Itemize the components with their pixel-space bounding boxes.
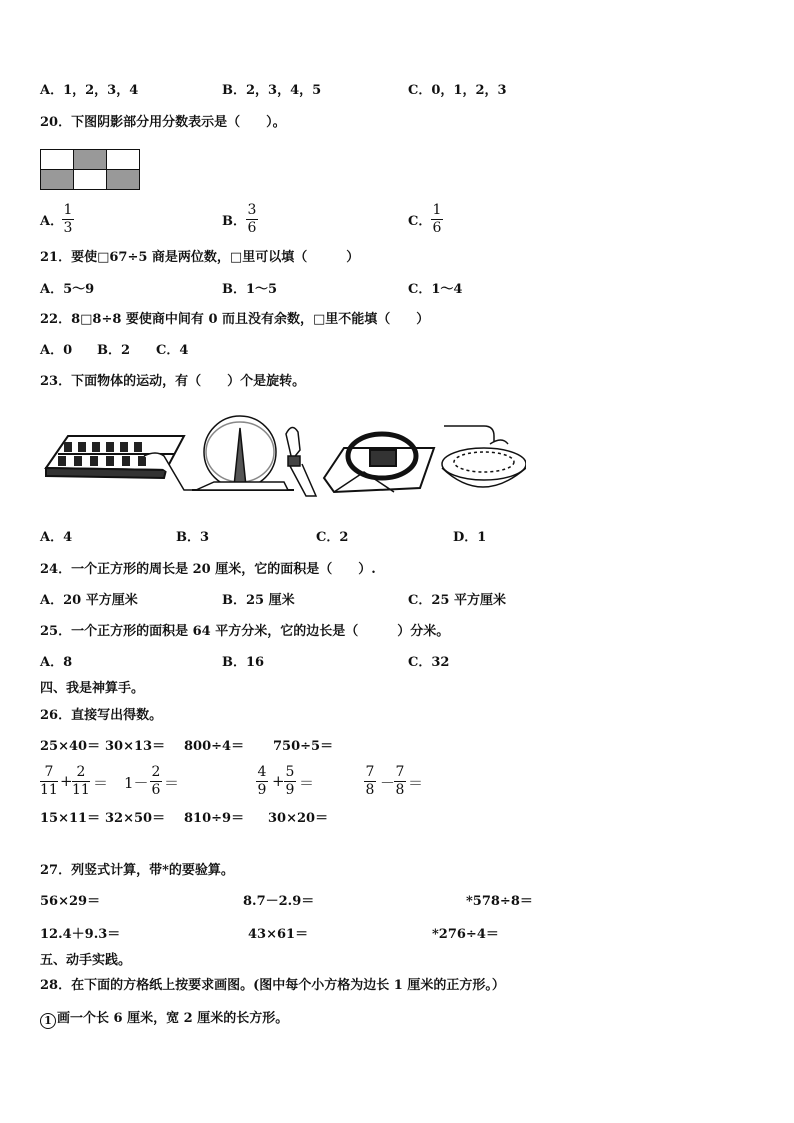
denominator: 11 — [72, 782, 90, 798]
q22-option-c: C．4 — [156, 343, 189, 358]
q26-question: 26．直接写出得数。 — [40, 708, 163, 723]
numerator: 2 — [76, 764, 86, 780]
q20-question: 20．下图阴影部分用分数表示是（ ）。 — [40, 115, 286, 130]
grid-cell-shaded — [74, 150, 107, 170]
plus-sign: + — [272, 772, 285, 790]
q25-option-a: A．8 — [40, 655, 73, 670]
equals-sign: ＝ — [93, 774, 109, 792]
denominator: 11 — [40, 782, 58, 798]
denominator: 6 — [432, 220, 442, 236]
q24-option-c: C．25 平方厘米 — [408, 593, 506, 608]
numerator: 3 — [247, 202, 257, 218]
q26-fraction-7-8 — [364, 765, 376, 798]
q21-option-b: B．1～5 — [222, 282, 278, 297]
q21-option-c: C．1～4 — [408, 282, 463, 297]
denominator: 9 — [285, 782, 295, 798]
grid-cell — [74, 170, 107, 190]
numerator: 1 — [63, 202, 73, 218]
q20-option-b-fraction — [246, 203, 258, 236]
one-minus: 1－ — [124, 774, 149, 792]
q20-option-a-fraction — [62, 203, 74, 236]
q26-item: 32×50＝ — [105, 811, 166, 826]
numerator: 1 — [432, 202, 442, 218]
q24-question: 24．一个正方形的周长是 20 厘米，它的面积是（ ）. — [40, 562, 376, 577]
q19-option-b: B．2，3，4，5 — [222, 83, 322, 98]
q25-question: 25．一个正方形的面积是 64 平方分米，它的边长是（ ）分米。 — [40, 624, 450, 639]
grid-cell — [41, 150, 74, 170]
abacus-picture — [46, 436, 194, 490]
numerator: 7 — [44, 764, 54, 780]
equals-sign: ＝ — [164, 774, 180, 792]
q27-item: 12.4＋9.3＝ — [40, 927, 121, 942]
q22-option-b: B．2 — [97, 343, 131, 358]
q26-item: 15×11＝ — [40, 811, 101, 826]
equals-sign: ＝ — [299, 774, 315, 792]
q26-item: 810÷9＝ — [184, 811, 245, 826]
denominator: 8 — [365, 782, 375, 798]
q26-item: 30×20＝ — [268, 811, 329, 826]
q27-item: 56×29＝ — [40, 894, 101, 909]
q27-item: *578÷8＝ — [466, 894, 533, 909]
q26-fraction-2-11 — [72, 765, 90, 798]
q22-question: 22．8□8÷8 要使商中间有 0 而且没有余数，□里不能填（ ） — [40, 312, 430, 327]
q26-item: 800÷4＝ — [184, 739, 245, 754]
grid-cell — [107, 150, 140, 170]
numerator: 7 — [395, 764, 405, 780]
q22-option-a: A．0 — [40, 343, 73, 358]
q28-sub-item-text: 画一个长 6 厘米，宽 2 厘米的长方形。 — [57, 1011, 289, 1026]
denominator: 6 — [151, 782, 161, 798]
q23-question: 23．下面物体的运动，有（ ）个是旋转。 — [40, 374, 306, 389]
grid-cell-shaded — [107, 170, 140, 190]
faucet-picture — [442, 426, 526, 487]
section-5-heading: 五、动手实践。 — [40, 953, 132, 968]
q20-option-c-label: C． — [408, 214, 432, 229]
q23-option-c: C．2 — [316, 530, 349, 545]
q26-item: 750÷5＝ — [273, 739, 334, 754]
numerator: 4 — [257, 764, 267, 780]
q28-sub-item-1 — [40, 1010, 288, 1029]
steering-wheel-picture — [324, 434, 434, 492]
numerator: 2 — [151, 764, 161, 780]
q26-fraction-2-6 — [150, 765, 162, 798]
globe-picture — [192, 416, 294, 490]
q27-item: 43×61＝ — [248, 927, 309, 942]
q23-option-b: B．3 — [176, 530, 210, 545]
q21-question: 21．要使□67÷5 商是两位数，□里可以填（ ） — [40, 250, 360, 265]
q19-option-c: C．0，1，2，3 — [408, 83, 507, 98]
q27-question: 27．列竖式计算，带*的要验算。 — [40, 863, 234, 878]
q25-option-c: C．32 — [408, 655, 450, 670]
q23-option-d: D．1 — [453, 530, 487, 545]
q26-fraction-4-9 — [256, 765, 268, 798]
numerator: 5 — [285, 764, 295, 780]
q20-option-b-label: B． — [222, 214, 246, 229]
q28-question: 28．在下面的方格纸上按要求画图。(图中每个小方格为边长 1 厘米的正方形。） — [40, 978, 505, 993]
equals-sign: ＝ — [408, 774, 424, 792]
q20-shaded-grid — [40, 149, 140, 190]
section-4-heading: 四、我是神算手。 — [40, 681, 145, 696]
denominator: 3 — [63, 220, 73, 236]
plus-sign: + — [60, 772, 73, 790]
q26-fraction-5-9 — [284, 765, 296, 798]
q23-option-a: A．4 — [40, 530, 73, 545]
q26-item: 30×13＝ — [105, 739, 166, 754]
denominator: 6 — [247, 220, 257, 236]
q20-option-a-label: A． — [40, 214, 64, 229]
q24-option-b: B．25 厘米 — [222, 593, 295, 608]
q21-option-a: A．5～9 — [40, 282, 95, 297]
q25-option-b: B．16 — [222, 655, 265, 670]
waving-hand-picture — [286, 427, 316, 496]
q26-fraction-7-8 — [394, 765, 406, 798]
denominator: 8 — [395, 782, 405, 798]
q26-item: 25×40＝ — [40, 739, 101, 754]
circled-number: 1 — [40, 1013, 56, 1029]
q24-option-a: A．20 平方厘米 — [40, 593, 138, 608]
numerator: 7 — [365, 764, 375, 780]
q23-motion-pictures — [44, 408, 526, 508]
minus-sign: － — [380, 774, 396, 792]
q26-fraction-7-11 — [40, 765, 58, 798]
q20-option-c-fraction — [431, 203, 443, 236]
q19-option-a: A．1，2，3，4 — [40, 83, 139, 98]
denominator: 9 — [257, 782, 267, 798]
grid-cell-shaded — [41, 170, 74, 190]
q27-item: 8.7－2.9＝ — [243, 894, 315, 909]
q27-item: *276÷4＝ — [432, 927, 499, 942]
